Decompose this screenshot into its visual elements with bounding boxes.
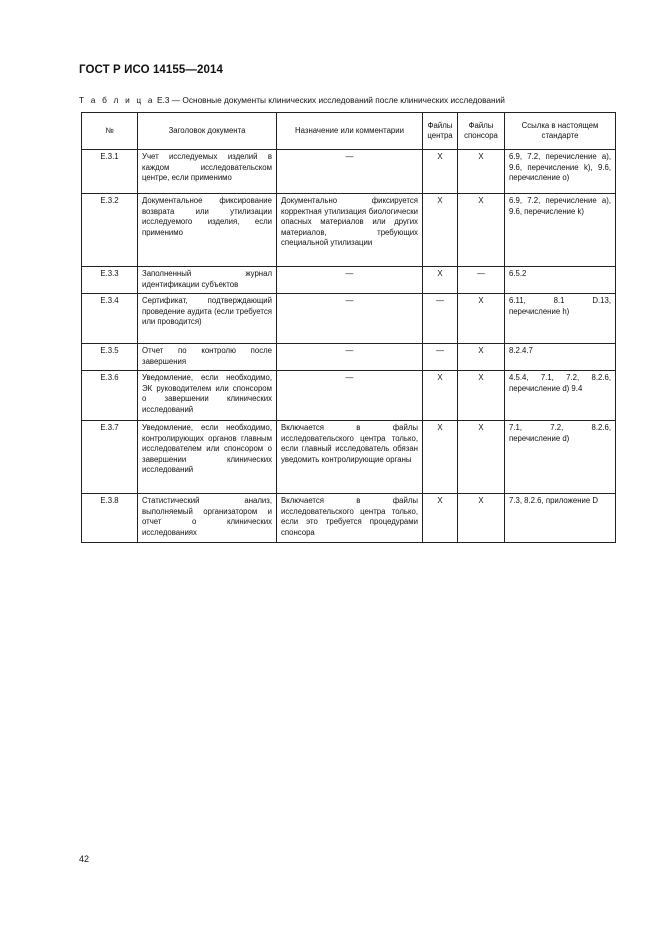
header-purpose: Назначение или комментарии [277,113,423,150]
table-header-row [82,113,616,150]
header-center-files: Файлы центра [423,113,458,150]
row-reference: 6.9, 7.2, перечисление а), 9.6, перечисление k) [505,194,616,267]
row-purpose: — [277,294,423,344]
row-reference: 6.9, 7.2, перечисление а), 9.6, перечисление k), 9.6, перечисление о) [505,150,616,194]
row-center-mark: X [423,371,458,421]
row-number: Е.3.5 [82,344,138,371]
caption-text: Е.3 — Основные документы клинических исследований после клинических исследований [154,95,505,105]
row-purpose: — [277,267,423,294]
table-row [82,344,616,371]
row-purpose: — [277,150,423,194]
row-title: Документальное фиксирование возврата или утилизации исследуемого изделия, если применимо [138,194,277,267]
row-title: Заполненный журнал идентификации субъектов [138,267,277,294]
table-row [82,194,616,267]
row-number: Е.3.1 [82,150,138,194]
row-number: Е.3.6 [82,371,138,421]
row-number: Е.3.7 [82,421,138,494]
header-reference: Ссылка в настоящем стандарте [505,113,616,150]
header-sponsor-files: Файлы спонсора [458,113,505,150]
row-sponsor-mark: X [458,371,505,421]
page-number: 42 [79,854,90,864]
row-number: Е.3.3 [82,267,138,294]
row-title: Уведомление, если необходимо, контролирующих органов главным исследователем или спонсором о завершении клинических исследований [138,421,277,494]
row-center-mark: X [423,267,458,294]
row-sponsor-mark: X [458,150,505,194]
row-center-mark: X [423,421,458,494]
row-purpose: Включается в файлы исследовательского центра только, если это требуется процедурами спонсора [277,494,423,543]
row-reference: 6.5.2 [505,267,616,294]
row-sponsor-mark: — [458,267,505,294]
table-row [82,494,616,543]
documents-table [81,112,616,543]
row-title: Учет исследуемых изделий в каждом исследовательском центре, если применимо [138,150,277,194]
row-reference: 8.2.4.7 [505,344,616,371]
table-row [82,150,616,194]
row-center-mark: X [423,150,458,194]
row-reference: 7.3, 8.2.6, приложение D [505,494,616,543]
row-center-mark: X [423,194,458,267]
row-center-mark: X [423,494,458,543]
row-number: Е.3.8 [82,494,138,543]
row-reference: 7.1, 7.2, 8.2.6, перечисление d) [505,421,616,494]
row-purpose: — [277,371,423,421]
row-number: Е.3.4 [82,294,138,344]
row-sponsor-mark: X [458,421,505,494]
row-title: Отчет по контролю после завершения [138,344,277,371]
row-sponsor-mark: X [458,294,505,344]
row-sponsor-mark: X [458,194,505,267]
row-purpose: Документально фиксируется корректная утилизация биологически опасных материалов или других материалов, требующих специальной утилизации [277,194,423,267]
row-reference: 6.11, 8.1 D.13, перечисление h) [505,294,616,344]
row-sponsor-mark: X [458,494,505,543]
row-purpose: Включается в файлы исследовательского центра только, если главный исследователь обязан уведомить контролирующие органы [277,421,423,494]
row-title: Сертификат, подтверждающий проведение аудита (если требуется или проводится) [138,294,277,344]
table-row [82,421,616,494]
row-title: Статистический анализ, выполняемый организатором и отчет о клинических исследованиях [138,494,277,543]
row-purpose: — [277,344,423,371]
row-center-mark: — [423,294,458,344]
row-number: Е.3.2 [82,194,138,267]
row-reference: 4.5.4, 7.1, 7.2, 8.2.6, перечисление d) 9.4 [505,371,616,421]
header-title: Заголовок документа [138,113,277,150]
table-row [82,294,616,344]
table-row [82,371,616,421]
table-row [82,267,616,294]
document-header: ГОСТ Р ИСО 14155—2014 [79,64,224,76]
caption-label: Т а б л и ц а [79,95,155,105]
table-caption [79,95,505,105]
row-title: Уведомление, если необходимо, ЭК руководителем или спонсором о завершении клинических исследований [138,371,277,421]
row-sponsor-mark: X [458,344,505,371]
row-center-mark: — [423,344,458,371]
header-number: № [82,113,138,150]
